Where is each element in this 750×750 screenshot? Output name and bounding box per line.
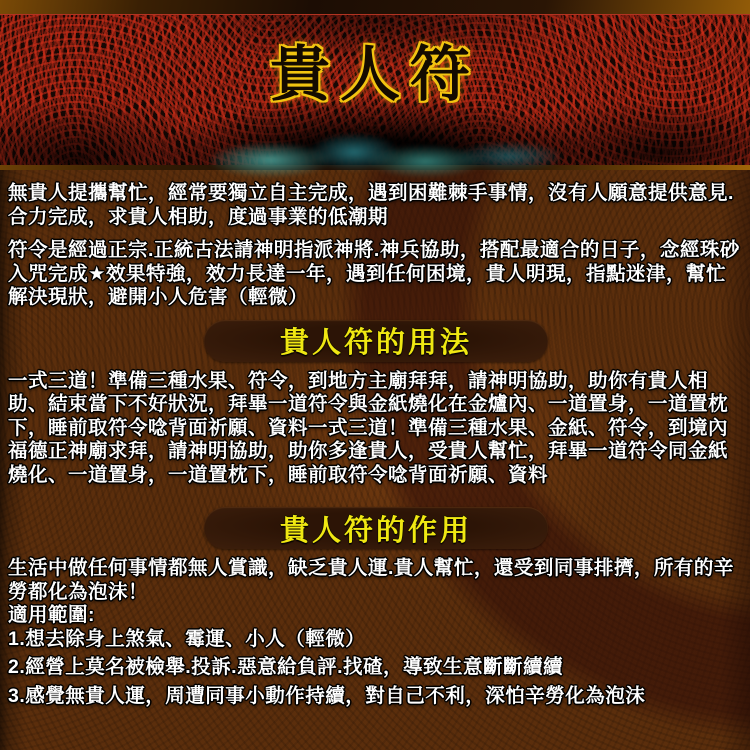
scope-item-3: 3.感覺無貴人運，周遭同事小動作持續，對自己不利，深怕辛勞化為泡沫 xyxy=(8,684,646,707)
intro-paragraph-1: 無貴人提攜幫忙，經常要獨立自主完成，遇到困難棘手事情，沒有人願意提供意見.合力完成，求貴人相助，度過事業的低潮期 xyxy=(8,182,734,228)
scope-label: 適用範圍: xyxy=(8,604,95,626)
section-heading-usage xyxy=(204,320,548,362)
ornate-banner xyxy=(0,0,750,170)
page-title: 貴人符 xyxy=(270,41,480,108)
scope-item-2: 2.經營上莫名被檢舉.投訴.惡意給負評.找碴，導致生意斷斷續續 xyxy=(8,656,564,678)
effect-paragraph: 生活中做任何事情都無人賞識，缺乏貴人運.貴人幫忙，還受到同事排擠，所有的辛勞都化為泡沫！ xyxy=(8,557,734,603)
content-area xyxy=(0,170,750,713)
scope-item-1: 1.想去除身上煞氣、霉運、小人（輕微） xyxy=(8,627,366,650)
usage-paragraph: 一式三道！準備三種水果、符令，到地方主廟拜拜，請神明協助，助你有貴人相助、結束當下不好狀況，拜畢一道符令與金紙燒化在金爐內、一道置身，一道置枕下，睡前取符令唸背面祈願、資料一式三道！準備三種水果、金紙、符令，到境內福德正神廟求拜，請神明協助，助你多逢貴人，受貴人幫忙，拜畢一道符令同金紙燒化、一道置身，一道置枕下，睡前取符令唸背面祈願、資料 xyxy=(8,369,729,486)
intro-paragraph-2: 符令是經過正宗.正統古法請神明指派神將.神兵協助，搭配最適合的日子，念經珠砂入咒完成★效果特強，效力長達一年，遇到任何困境，貴人明現，指點迷津，幫忙解決現狀，避開小人危害（輕微） xyxy=(8,239,740,308)
effect-heading-label: 貴人符的作用 xyxy=(279,514,472,547)
section-heading-effect xyxy=(204,507,548,549)
usage-heading-label: 貴人符的用法 xyxy=(279,327,472,359)
